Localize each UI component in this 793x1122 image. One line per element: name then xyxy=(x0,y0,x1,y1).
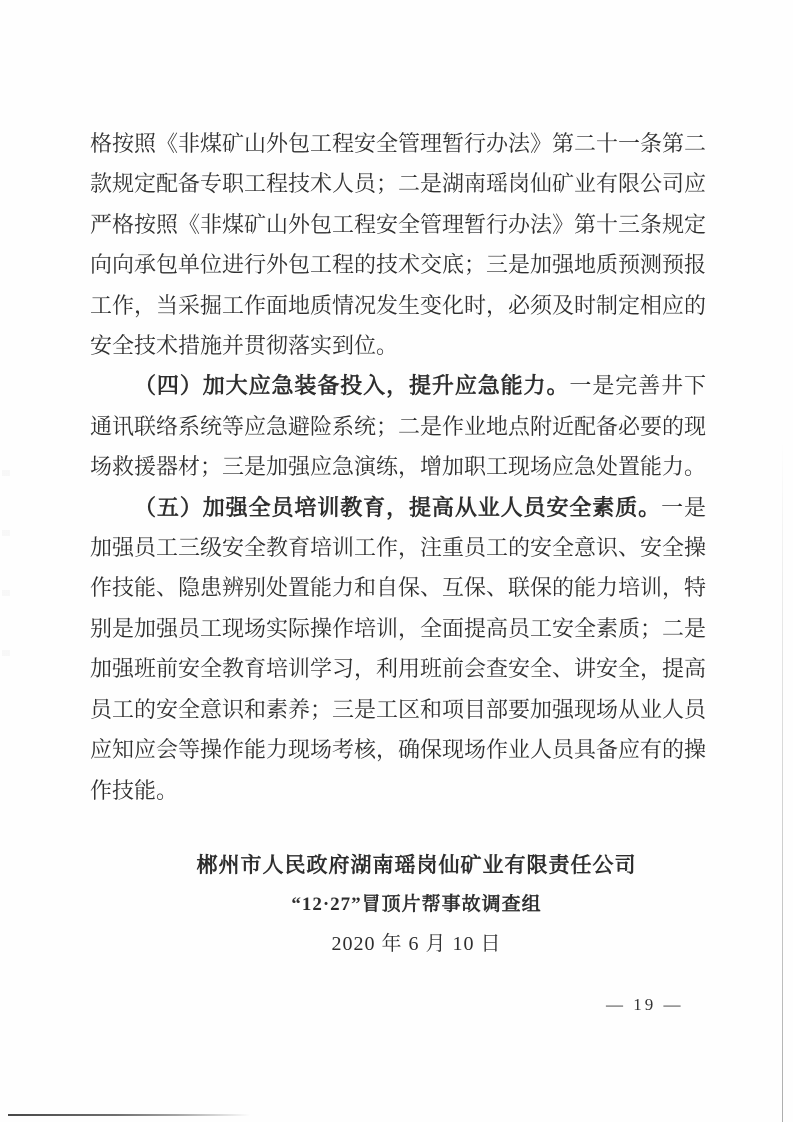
paragraph-heading: （四）加大应急装备投入，提升应急能力。 xyxy=(134,373,570,399)
paragraph-text: 格按照《非煤矿山外包工程安全管理暂行办法》第二十一条第二款规定配备专职工程技术人员；二是湖南瑶岗仙矿业有限公司应严格按照《非煤矿山外包工程安全管理暂行办法》第十三条规定向向承包单位进行外包工程的技术交底；三是加强地质预测预报工作，当采掘工作面地质情况发生变化时，必须及时制定相应的安全技术措施并贯彻落实到位。 xyxy=(90,131,707,359)
signature-block xyxy=(40,853,793,956)
paragraph-heading: （五）加强全员培训教育，提高从业人员安全素质。 xyxy=(134,494,662,520)
signature-organization: 郴州市人民政府湖南瑶岗仙矿业有限责任公司 xyxy=(196,853,637,877)
scan-artifact-bottom-line xyxy=(8,1114,250,1116)
signature-date: 2020 年 6 月 10 日 xyxy=(331,933,502,955)
signature-investigation-group: “12·27”冒顶片帮事故调查组 xyxy=(291,894,542,915)
scan-artifact-right-line xyxy=(782,440,783,1122)
paragraph-item-5 xyxy=(90,488,706,811)
document-body xyxy=(90,124,706,811)
paragraph-text: 一是加强员工三级安全教育培训工作，注重员工的安全意识、安全操作技能、隐患辨别处置能力和自保、互保、联保的能力培训，特别是加强员工现场实际操作培训，全面提高员工安全素质；二是加强班前安全教育培训学习，利用班前会查安全、讲安全，提高员工的安全意识和素养；三是工区和项目部要加强现场从业人员应知应会等操作能力现场考核，确保现场作业人员具备应有的操作技能。 xyxy=(90,494,707,803)
page-number: — 19 — xyxy=(606,995,684,1014)
paragraph-continuation xyxy=(90,124,706,366)
paragraph-item-4 xyxy=(90,366,706,487)
scan-artifact-left-smudge xyxy=(2,470,10,670)
paragraph-text: 一是完善井下通讯联络系统等应急避险系统；二是作业地点附近配备必要的现场救援器材；三是加强应急演练，增加职工现场应急处置能力。 xyxy=(90,373,707,480)
